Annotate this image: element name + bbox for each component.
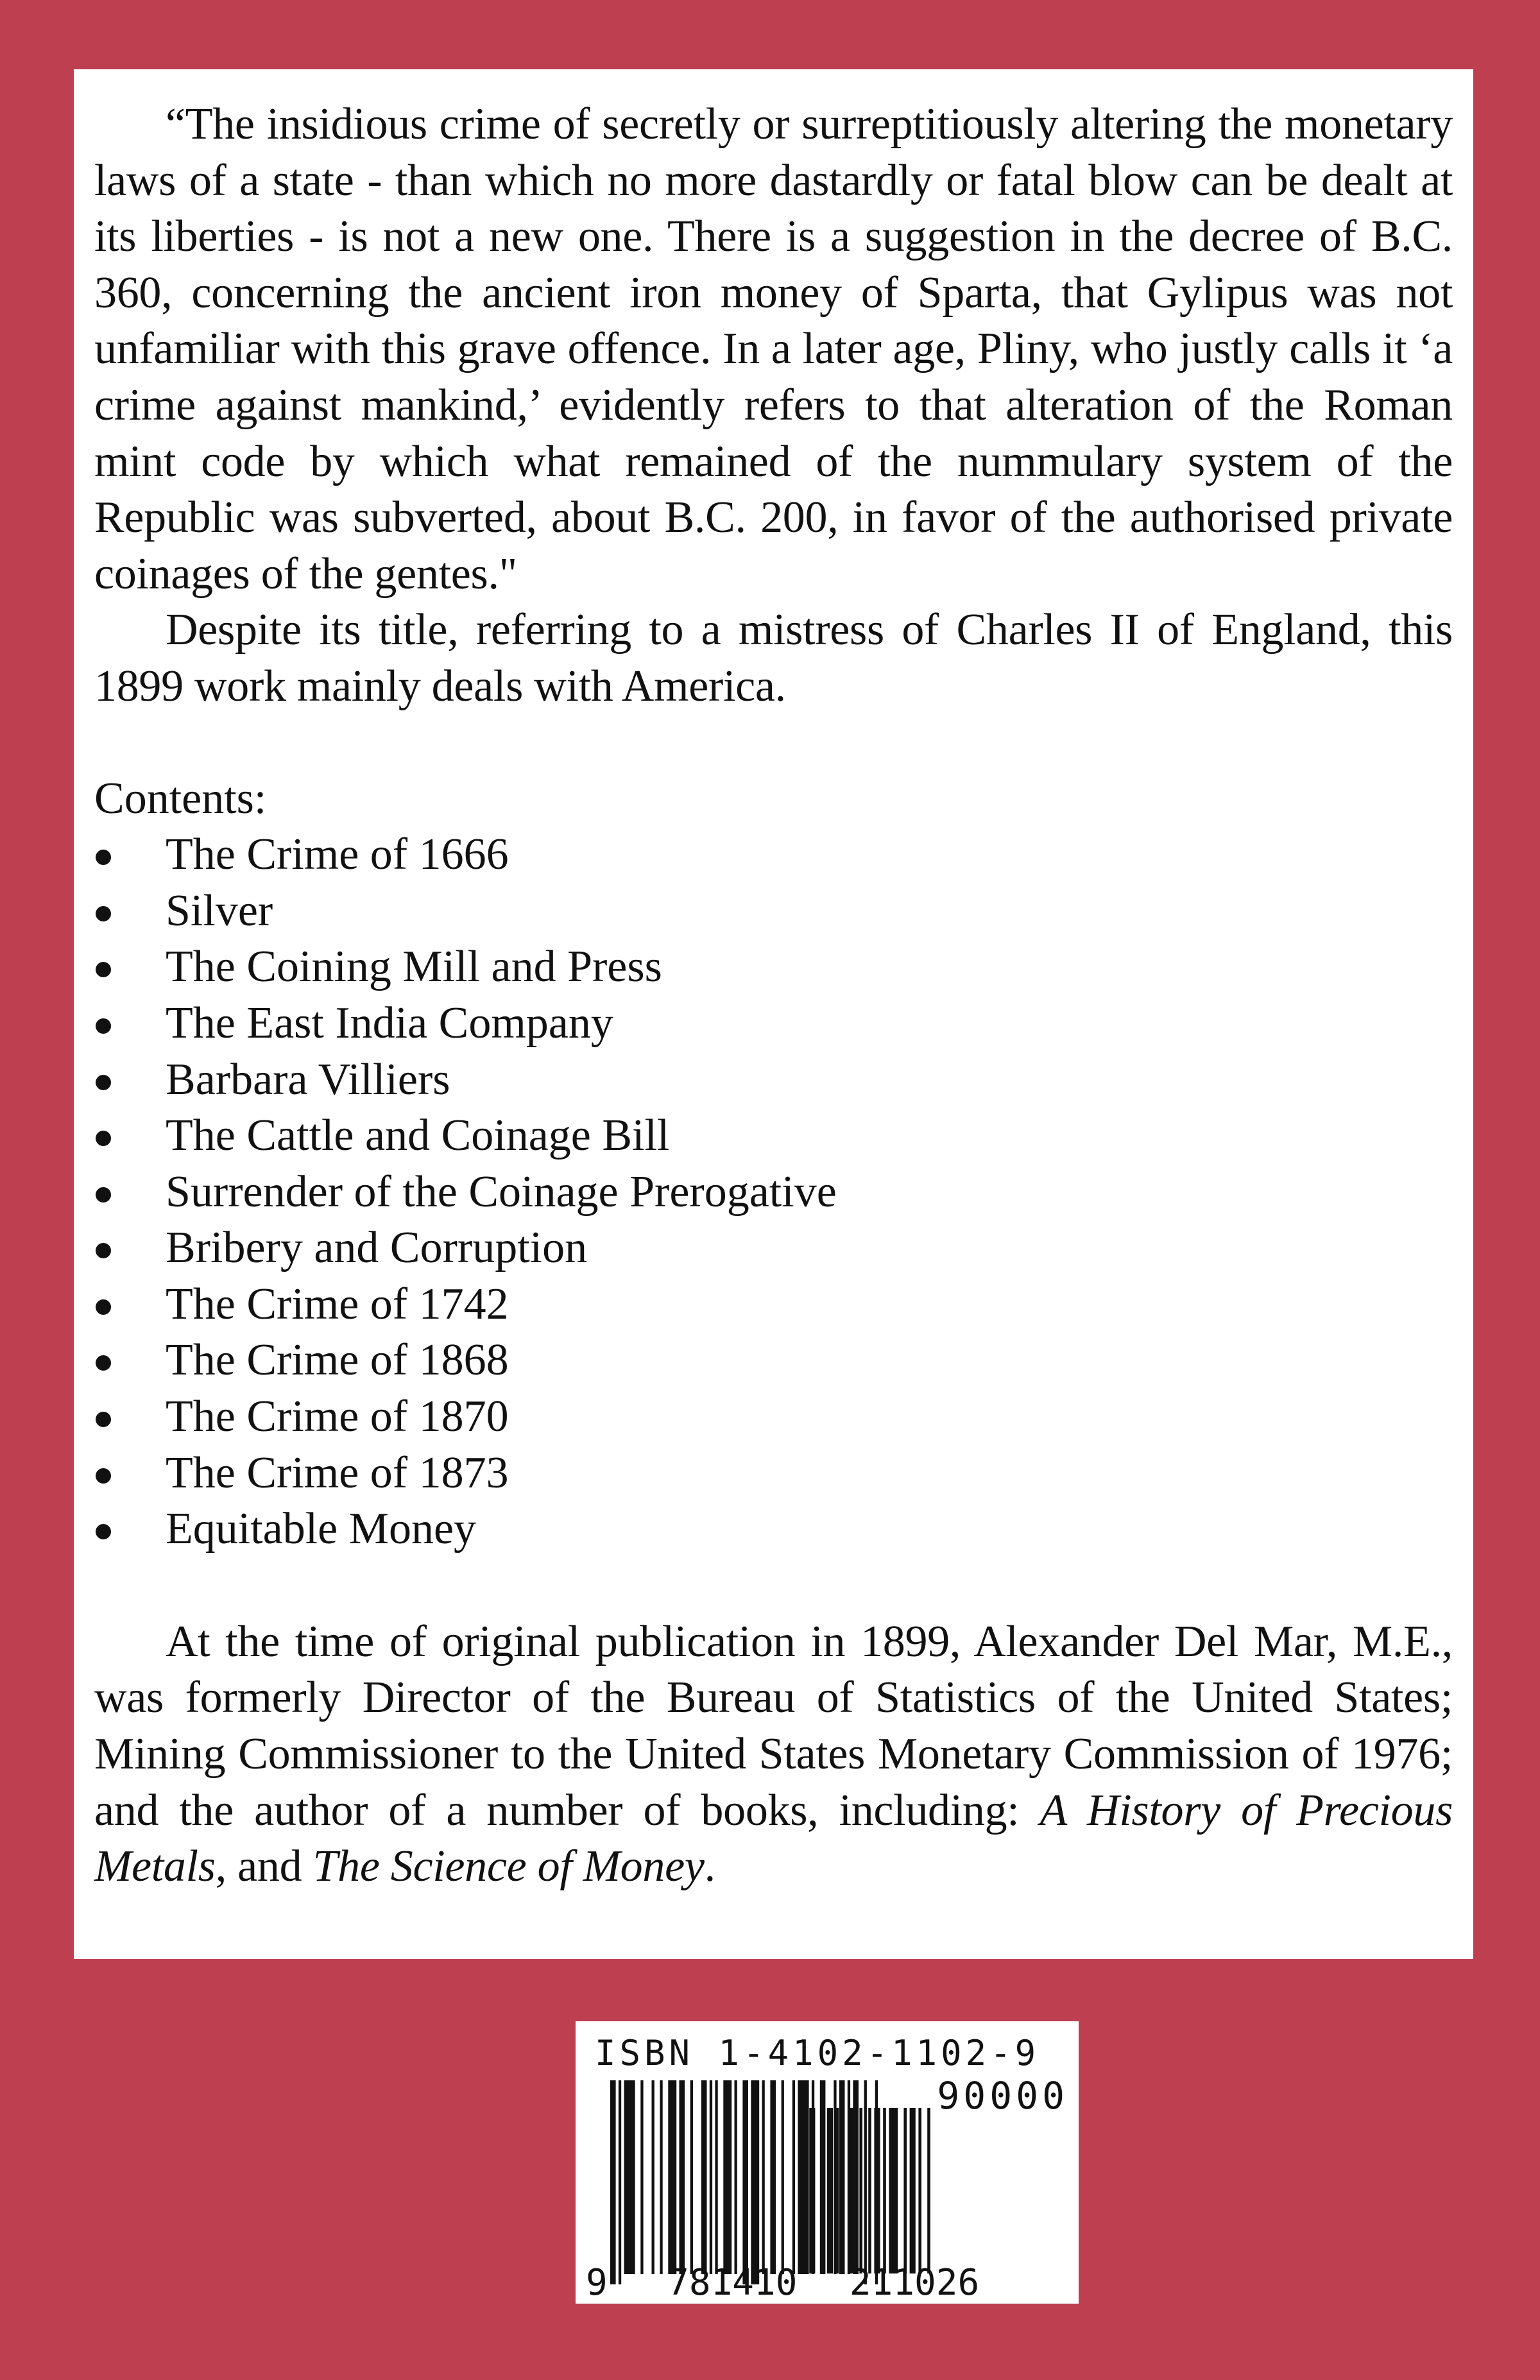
barcode-bars-icon (576, 2021, 1079, 2304)
contents-item (94, 995, 1453, 1052)
contents-item-label: The East India Company (166, 998, 613, 1048)
barcode-bar (723, 2080, 732, 2274)
addon-bar (883, 2108, 886, 2273)
addon-bar (874, 2108, 880, 2273)
addon-bar (910, 2108, 916, 2273)
barcode-bar (762, 2080, 765, 2274)
contents-item-label: The Crime of 1742 (166, 1279, 509, 1329)
contents-item-label: The Crime of 1868 (166, 1335, 509, 1385)
barcode-bar (610, 2080, 616, 2284)
contents-item (94, 1164, 1453, 1220)
contents-item (94, 1332, 1453, 1389)
bio-end: . (704, 1842, 715, 1892)
contents-item (94, 1220, 1453, 1276)
contents-item-label: The Crime of 1666 (166, 830, 509, 880)
book-title: A History of Precious Metals (94, 1785, 1453, 1892)
addon-bar (821, 2108, 825, 2273)
bullet-icon (96, 1468, 111, 1484)
bio-joiner: , and (215, 1842, 313, 1892)
bullet-icon (96, 1187, 111, 1203)
addon-bar (868, 2108, 871, 2273)
addon-bar (903, 2108, 907, 2273)
addon-bar (803, 2108, 807, 2273)
barcode-box (576, 2021, 1079, 2304)
barcode-bar (640, 2080, 643, 2274)
bullet-icon (96, 962, 111, 977)
contents-item (94, 826, 1453, 883)
barcode-bar (864, 2080, 867, 2284)
contents-item (94, 1501, 1453, 1557)
barcode-bar (690, 2080, 693, 2274)
quote-paragraph: “The insidious crime of secretly or surreptitiously altering the monetary laws of a state - than which no more dastardly or fatal blow can be dealt at its liberties - is not a new one. There is a suggestion in the decree of B.C. 360, concerning the ancient iron money of Sparta, that Gylipus was not unfamiliar with this grave offence. In a later age, Pliny, who justly calls it ‘a crime against mankind,’ evidently refers to that alteration of the Roman mint code by which what remained of the nummulary system of the Republic was subverted, about B.C. 200, in favor of the authorised private coinages of the gentes." (94, 99, 1453, 599)
addon-bar (918, 2108, 921, 2273)
addon-digits: 90000 (937, 2074, 1068, 2118)
bullet-icon (96, 1524, 111, 1539)
barcode-bar (652, 2080, 654, 2274)
addon-bar (827, 2108, 833, 2273)
description-panel (74, 69, 1473, 1959)
barcode-bar (715, 2080, 717, 2274)
contents-item-label: The Crime of 1870 (166, 1392, 509, 1442)
barcode-bar (619, 2080, 621, 2284)
contents-item (94, 939, 1453, 995)
contents-item-label: Silver (166, 886, 273, 936)
isbn-label: ISBN 1-4102-1102-9 (595, 2033, 1040, 2073)
barcode-bar (735, 2080, 737, 2274)
bullet-icon (96, 906, 111, 921)
contents-item-label: Barbara Villiers (166, 1054, 450, 1104)
barcode-bar (660, 2080, 662, 2274)
bullet-icon (96, 850, 111, 865)
ean-right-digits: 211026 (849, 2262, 980, 2304)
addon-bar (836, 2108, 839, 2273)
barcode-bar (710, 2080, 712, 2274)
barcode-bar (839, 2080, 845, 2274)
contents-item (94, 883, 1453, 939)
ean-left-digits: 781410 (667, 2262, 798, 2304)
bullet-icon (96, 1018, 111, 1034)
barcode-bar (680, 2080, 685, 2274)
barcode-bar (701, 2080, 707, 2274)
contents-item-label: The Cattle and Coinage Bill (166, 1111, 670, 1161)
contents-item (94, 1108, 1453, 1164)
barcode-bar (624, 2080, 635, 2274)
contents-item-label: Surrender of the Coinage Prerogative (166, 1167, 837, 1217)
contents-item (94, 1052, 1453, 1108)
contents-item (94, 1276, 1453, 1333)
addon-bar (889, 2108, 898, 2273)
contents-item-label: Equitable Money (166, 1504, 477, 1554)
contents-item-label: The Crime of 1873 (166, 1448, 509, 1498)
ean-digits (586, 2262, 979, 2304)
contents-item (94, 1389, 1453, 1445)
addon-bar (848, 2108, 857, 2273)
ean-first-digit: 9 (586, 2262, 608, 2304)
bullet-icon (96, 1412, 111, 1427)
author-bio (94, 1614, 1453, 1895)
bullet-icon (96, 1355, 111, 1371)
barcode-bar (668, 2080, 676, 2274)
bullet-icon (96, 1131, 111, 1146)
bullet-icon (96, 1243, 111, 1258)
barcode-bar (782, 2080, 784, 2274)
barcode-bar (751, 2080, 759, 2284)
barcode-bar (742, 2080, 748, 2284)
addon-bar (809, 2108, 815, 2273)
contents-item-label: Bribery and Corruption (166, 1223, 588, 1273)
contents-item (94, 1445, 1453, 1502)
addon-bar (927, 2108, 930, 2273)
addon-bar (859, 2108, 862, 2273)
contents-list (94, 826, 1453, 1557)
bullet-icon (96, 1075, 111, 1090)
contents-item-label: The Coining Mill and Press (166, 942, 662, 992)
barcode-bar (792, 2080, 795, 2274)
bullet-icon (96, 1299, 111, 1315)
summary-paragraph: Despite its title, referring to a mistress of Charles II of England, this 1899 work mainly deals with America. (94, 605, 1453, 711)
author-bio-text: At the time of original publication in 1899, Alexander Del Mar, M.E., was formerly Director of the Bureau of Statistics of the United States; Mining Commissioner to the United States Monetary Commission of 1976; and the author of a number of books, including: (94, 1616, 1453, 1835)
book-title: The Science of Money (312, 1842, 705, 1892)
barcode-bar (770, 2080, 776, 2274)
contents-heading: Contents: (94, 773, 267, 823)
